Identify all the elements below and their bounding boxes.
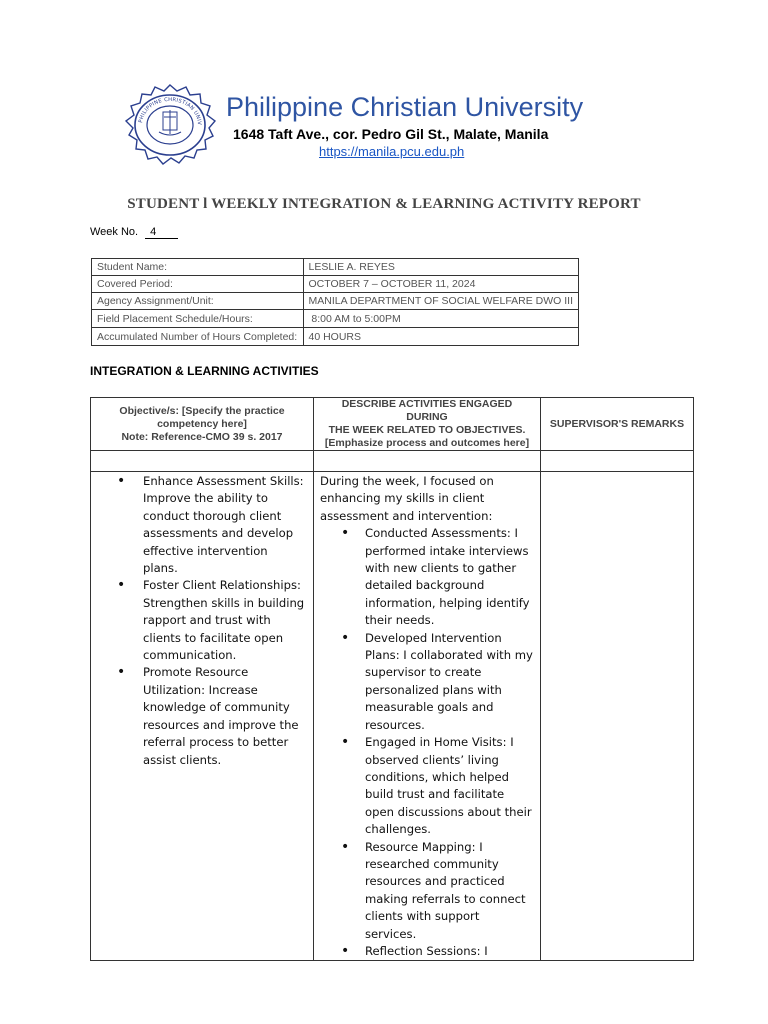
- remarks-header: SUPERVISOR'S REMARKS: [541, 398, 694, 451]
- header-line: Note: Reference-CMO 39 s. 2017: [121, 430, 283, 443]
- info-value: 8:00 AM to 5:00PM: [303, 310, 579, 328]
- info-label: Covered Period:: [92, 276, 304, 293]
- table-spacer-row: [91, 451, 694, 472]
- activity-item: • Resource Mapping: I researched community resources and practiced making referrals to connect clients with support services.: [320, 839, 534, 943]
- info-label: Accumulated Number of Hours Completed:: [92, 328, 304, 346]
- header-line: Objective/s: [Specify the practice: [119, 404, 285, 417]
- university-seal: [123, 84, 217, 166]
- objective-item: • Enhance Assessment Skills: Improve the ability to conduct thorough client assessments and develop effective intervention plans.: [99, 473, 305, 577]
- section-heading: INTEGRATION & LEARNING ACTIVITIES: [90, 364, 319, 378]
- activities-intro: During the week, I focused on enhancing my skills in client assessment and intervention:: [320, 474, 494, 523]
- objective-item: • Promote Resource Utilization: Increase knowledge of community resources and improve the referral process to better assist clients.: [99, 664, 305, 768]
- activities-header: [314, 398, 541, 451]
- empty-cell: [91, 451, 314, 472]
- objectives-cell: [91, 472, 314, 961]
- week-number: [90, 226, 178, 239]
- info-label: Agency Assignment/Unit:: [92, 293, 304, 310]
- info-row: [92, 276, 579, 293]
- objective-item: • Foster Client Relationships: Strengthen skills in building rapport and trust with clients to facilitate open communication.: [99, 577, 305, 664]
- activity-item: • Conducted Assessments: I performed intake interviews with new clients to gather detailed background information, helping identify their needs.: [320, 525, 534, 629]
- table-row: [91, 472, 694, 961]
- activity-item: • Engaged in Home Visits: I observed clients’ living conditions, which helped build trust and facilitate open discussions about their challenges.: [320, 734, 534, 838]
- university-name: Philippine Christian University: [226, 92, 584, 122]
- activity-item: • Developed Intervention Plans: I collaborated with my supervisor to create personalized plans with measurable goals and resources.: [320, 630, 534, 734]
- activity-item: • Reflection Sessions: I: [320, 943, 534, 960]
- university-address: 1648 Taft Ave., cor. Pedro Gil St., Malate, Manila: [233, 126, 549, 142]
- activities-cell: [314, 472, 541, 961]
- supervisor-remarks-cell: [541, 472, 694, 961]
- svg-text:PHILIPPINE CHRISTIAN UNIVERSIT: PHILIPPINE CHRISTIAN UNIV: [138, 96, 203, 126]
- info-row: [92, 328, 579, 346]
- week-label: Week No.: [90, 226, 139, 238]
- activities-table: [90, 397, 694, 961]
- header-line: DESCRIBE ACTIVITIES ENGAGED DURING: [341, 398, 513, 423]
- info-value: OCTOBER 7 – OCTOBER 11, 2024: [303, 276, 579, 293]
- info-value: MANILA DEPARTMENT OF SOCIAL WELFARE DWO III: [303, 293, 579, 310]
- university-link[interactable]: https://manila.pcu.edu.ph: [319, 144, 465, 159]
- student-info-table: [91, 258, 579, 346]
- info-label: Student Name:: [92, 259, 304, 276]
- header-line: competency here]: [157, 417, 247, 430]
- info-row: [92, 310, 579, 328]
- info-row: [92, 259, 579, 276]
- info-value: 40 HOURS: [303, 328, 579, 346]
- header-line: THE WEEK RELATED TO OBJECTIVES.: [328, 424, 526, 436]
- objectives-header: [91, 398, 314, 451]
- report-title: STUDENT l WEEKLY INTEGRATION & LEARNING ACTIVITY REPORT: [127, 196, 641, 212]
- table-header-row: [91, 398, 694, 451]
- info-value: LESLIE A. REYES: [303, 259, 579, 276]
- empty-cell: [314, 451, 541, 472]
- week-value: 4: [145, 226, 178, 239]
- info-label: Field Placement Schedule/Hours:: [92, 310, 304, 328]
- info-row: [92, 293, 579, 310]
- header-line: [Emphasize process and outcomes here]: [324, 437, 530, 449]
- empty-cell: [541, 451, 694, 472]
